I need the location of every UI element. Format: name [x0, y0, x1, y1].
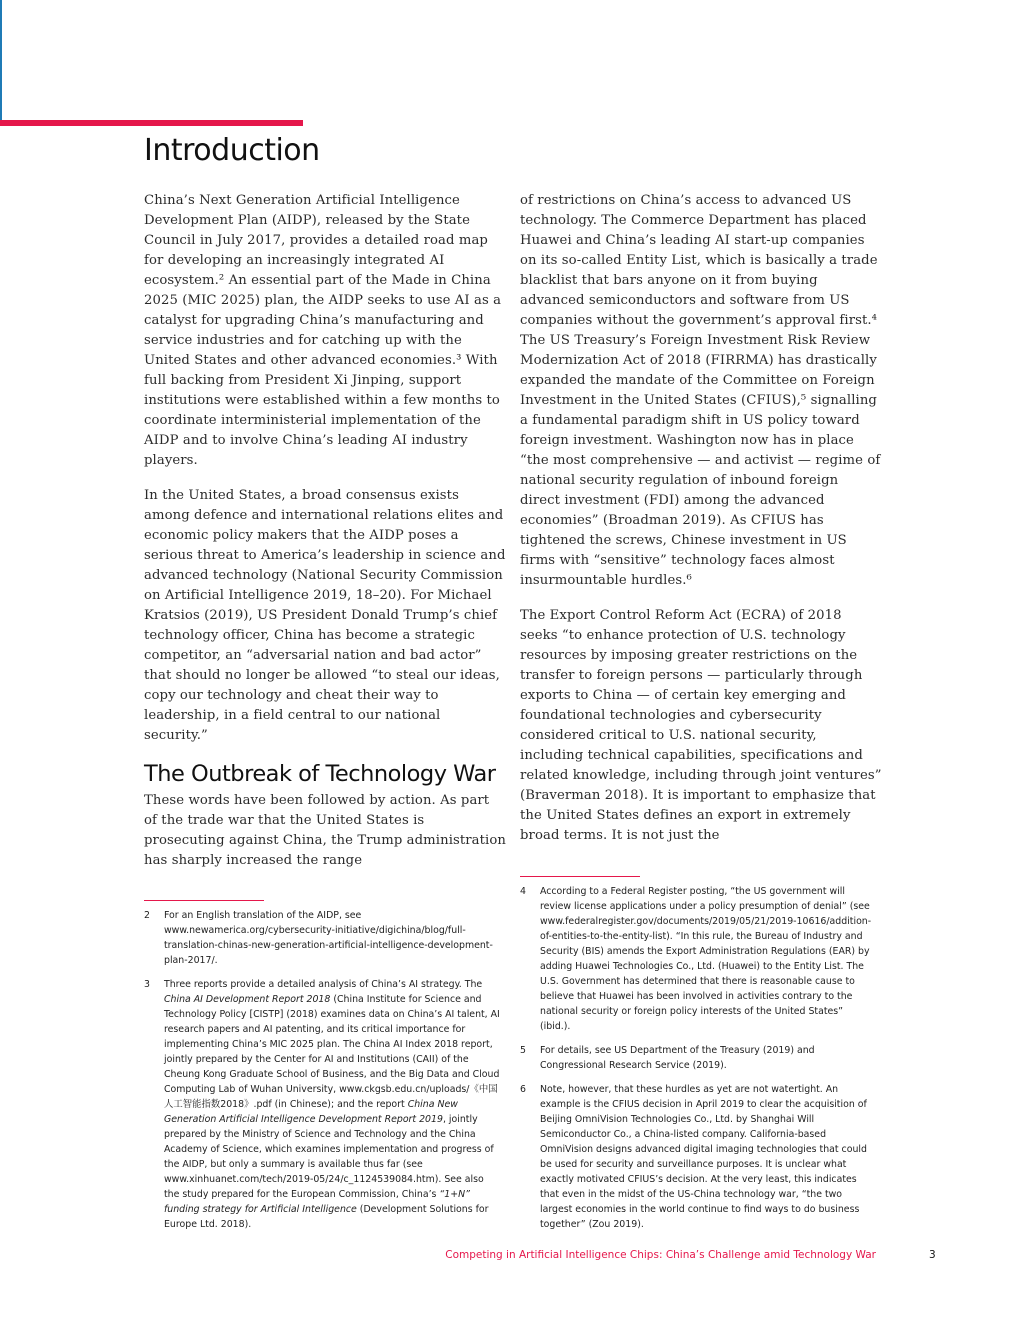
footnote-number: 6 — [520, 1084, 526, 1095]
footnote-text-part: (Development Solutions for Europe Ltd. 2018). — [164, 1204, 489, 1230]
section-accent-bar — [0, 120, 303, 126]
footnote-number: 3 — [144, 979, 150, 990]
footnote-text: For an English translation of the AIDP, see www.newamerica.org/cybersecurity-initiative/digichina/blog/full-translation-chinas-new-generation-artificial-intelligence-development-plan-2017/. — [164, 910, 493, 966]
footnote-text-part: (China Institute for Science and Technology Policy [CISTP] (2018) examines data on China’s AI talent, AI research papers and AI patenting, and its critical importance for implementing China’s MIC 2025 plan. The China AI Index 2018 report, jointly prepared by the Center for AI and Institutions (CAII) of the Cheung Kong Graduate School of Business, and the Big Data and Cloud Computing Lab of Wuhan University, www.ckgsb.edu.cn/uploads/《中国人工智能指数2018》.pdf (in Chinese); and the report — [164, 994, 500, 1110]
footnote-text: According to a Federal Register posting, “the US government will review license applications under a policy presumption of denial” (see www.federalregister.gov/documents/2019/05/21/2019-10616/addition-of-entities-to-the-entity-list). “In this rule, the Bureau of Industry and Security (BIS) amends the Export Administration Regulations (EAR) by adding Huawei Technologies Co., Ltd. (Huawei) to the Entity List. The U.S. Government has determined that there is reasonable cause to believe that Huawei has been involved in activities contrary to the national security or foreign policy interests of the United States” (ibid.). — [540, 886, 872, 1032]
footnote-italic-title: China AI Development Report 2018 — [164, 994, 331, 1005]
footnote-2 — [144, 908, 500, 968]
page-edge-line — [0, 0, 2, 120]
footnote-italic-title: China New Generation Artificial Intelligence Development Report 2019 — [164, 1099, 458, 1125]
subsection-title: The Outbreak of Technology War — [144, 761, 496, 787]
footnote-3 — [144, 977, 500, 1232]
war-paragraph-1-continued: of restrictions on China’s access to advanced US technology. The Commerce Department has placed Huawei and China’s leading AI start-up companies on its so-called Entity List, which is basically a trade blacklist that bars anyone on it from buying advanced semiconductors and software from US companies without the government’s approval first.⁴ The US Treasury’s Foreign Investment Risk Review Modernization Act of 2018 (FIRRMA) has drastically expanded the mandate of the Committee on Foreign Investment in the United States (CFIUS),⁵ signalling a fundamental paradigm shift in US policy toward foreign investment. Washington now has in place “the most comprehensive — and activist — regime of national security regulation of inbound foreign direct investment (FDI) among the advanced economies” (Broadman 2019). As CFIUS has tightened the screws, Chinese investment in US firms with “sensitive” technology faces almost insurmountable hurdles.⁶ — [520, 193, 881, 588]
footnote-number: 2 — [144, 910, 150, 921]
footnote-italic-title: “1+N” funding strategy for Artificial Intelligence — [164, 1189, 470, 1215]
war-paragraph-2: The Export Control Reform Act (ECRA) of 2018 seeks “to enhance protection of U.S. technology resources by imposing greater restrictions on the transfer to foreign persons — particularly through exports to China — of certain key emerging and foundational technologies and cybersecurity considered critical to U.S. national security, including technical capabilities, specifications and related knowledge, including through joint ventures” (Braverman 2018). It is important to emphasize that the United States defines an export in extremely broad terms. It is not just the — [520, 608, 882, 843]
page-title: Introduction — [144, 133, 320, 168]
footnote-6 — [520, 1082, 876, 1232]
footnote-5 — [520, 1043, 876, 1073]
right-column — [520, 191, 882, 861]
footnote-text-part: , jointly prepared by the Ministry of Science and Technology and the China Academy of Science, which examines implementation and progress of the AIDP, but only a summary is available thus far (see www.xinhuanet.com/tech/2019-05/24/c_1124539084.htm). See also the study prepared for the European Commission, China’s — [164, 1114, 494, 1200]
footnote-text: For details, see US Department of the Treasury (2019) and Congressional Research Service (2019). — [540, 1045, 815, 1071]
footnotes-right — [520, 884, 876, 1241]
footnote-text-part: Three reports provide a detailed analysis of China’s AI strategy. The — [164, 979, 483, 990]
footnote-rule-left — [144, 900, 264, 901]
running-title: Competing in Artificial Intelligence Chips: China’s Challenge amid Technology War — [445, 1249, 876, 1261]
intro-paragraph-2: In the United States, a broad consensus exists among defence and international relations elites and economic policy makers that the AIDP poses a serious threat to America’s leadership in science and advanced technology (National Security Commission on Artificial Intelligence 2019, 18–20). For Michael Kratsios (2019), US President Donald Trump’s chief technology officer, China has become a strategic competitor, an “adversarial nation and bad actor” that should no longer be allowed “to steal our ideas, copy our technology and cheat their way to leadership, in a field central to our national security.” — [144, 488, 506, 743]
footnote-rule-right — [520, 876, 640, 877]
footnote-text — [164, 977, 500, 1232]
intro-paragraph-1: China’s Next Generation Artificial Intelligence Development Plan (AIDP), released by the State Council in July 2017, provides a detailed road map for developing an increasingly integrated AI ecosystem.² An essential part of the Made in China 2025 (MIC 2025) plan, the AIDP seeks to use AI as a catalyst for upgrading China’s manufacturing and service industries and for catching up with the United States and other advanced economies.³ With full backing from President Xi Jinping, support institutions were established within a few months to coordinate interministerial implementation of the AIDP and to involve China’s leading AI industry players. — [144, 193, 502, 468]
footnote-4 — [520, 884, 876, 1034]
footnote-text: Note, however, that these hurdles as yet are not watertight. An example is the CFIUS decision in April 2019 to clear the acquisition of Beijing OmniVision Technologies Co., Ltd. by Shanghai Will Semiconductor Co., a China-listed company. California-based OmniVision designs advanced digital imaging technologies that could be used for security and surveillance purposes. It is unclear what exactly motivated CFIUS’s decision. At the very least, this indicates that even in the midst of the US-China technology war, “the two largest economies in the world continue to find ways to do business together” (Zou 2019). — [540, 1084, 867, 1230]
footnote-number: 5 — [520, 1045, 526, 1056]
left-column — [144, 191, 506, 886]
footnote-number: 4 — [520, 886, 526, 897]
page-number: 3 — [929, 1249, 936, 1261]
footnotes-left — [144, 908, 500, 1241]
war-paragraph-1: These words have been followed by action. As part of the trade war that the United States is prosecuting against China, the Trump administration has sharply increased the range — [144, 793, 506, 868]
